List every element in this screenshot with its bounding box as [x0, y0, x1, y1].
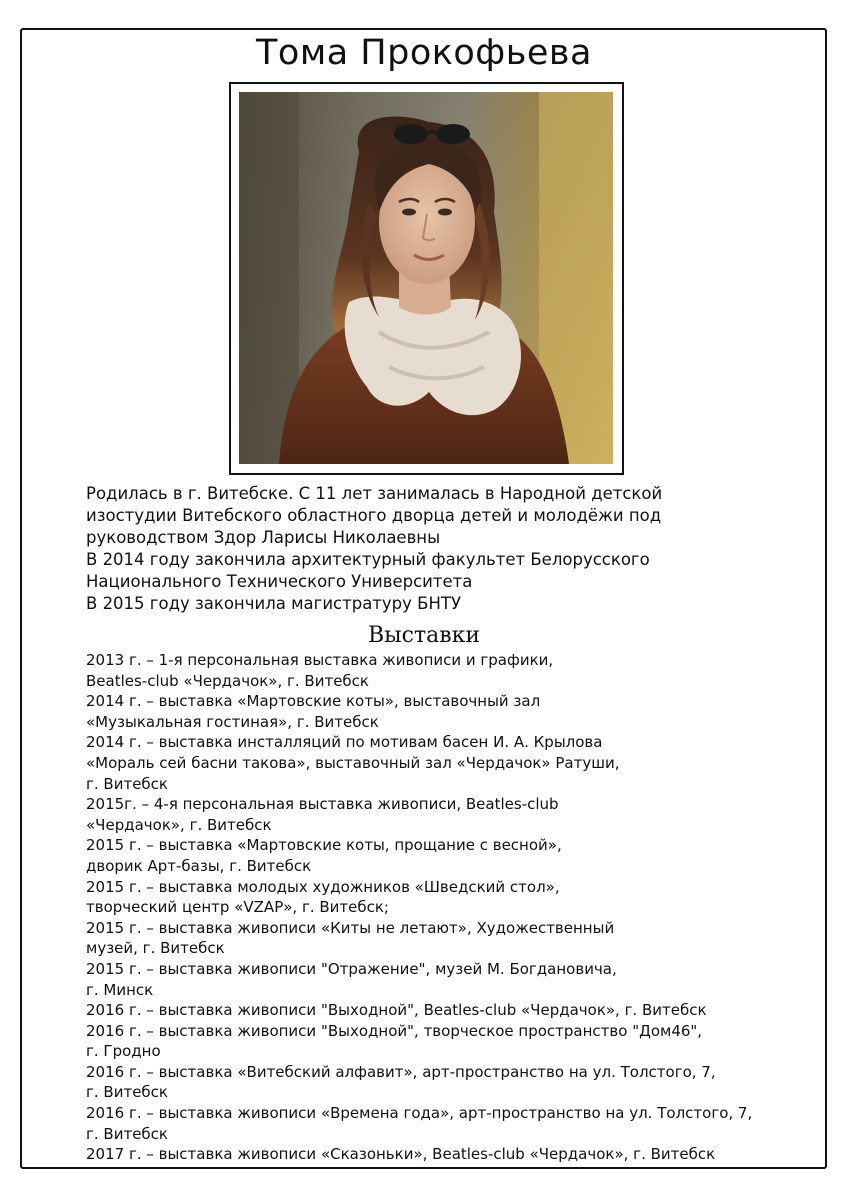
- portrait-photo: [239, 92, 613, 464]
- exhibition-line: 2017 г. – выставка живописи «Сказоньки», Beatles-club «Чердачок», г. Витебск: [86, 1145, 716, 1164]
- exhibition-line: 2016 г. – выставка живописи "Выходной", творческое пространство "Дом46",: [86, 1021, 703, 1040]
- exhibition-line: г. Витебск: [86, 1083, 168, 1102]
- exhibition-line: «Чердачок», г. Витебск: [86, 815, 272, 834]
- exhibition-line: 2013 г. – 1-я персональная выставка живописи и графики,: [86, 651, 554, 669]
- exhibition-line: г. Гродно: [86, 1042, 161, 1061]
- exhibition-line: г. Минск: [86, 980, 154, 999]
- exhibition-line: 2015 г. – выставка «Мартовские коты, прощание с весной»,: [86, 836, 562, 855]
- exhibition-line: творческий центр «VZAP», г. Витебск;: [86, 898, 389, 917]
- exhibitions-heading: Выставки: [367, 623, 481, 648]
- exhibition-line: 2014 г. – выставка инсталляций по мотивам басен И. А. Крылова: [86, 733, 603, 752]
- exhibition-line: «Музыкальная гостиная», г. Витебск: [86, 712, 379, 731]
- exhibition-line: музей, г. Витебск: [86, 939, 225, 958]
- bio-line: В 2014 году закончила архитектурный факультет Белорусского: [86, 550, 650, 569]
- bio-line: Родилась в г. Витебске. С 11 лет занималась в Народной детской: [86, 484, 663, 503]
- exhibition-line: Beatles-club «Чердачок», г. Витебск: [86, 671, 369, 690]
- page-title: Тома Прокофьева: [256, 33, 592, 73]
- exhibition-line: 2016 г. – выставка «Витебский алфавит», арт-пространство на ул. Толстого, 7,: [86, 1062, 716, 1081]
- exhibition-line: г. Витебск: [86, 1124, 168, 1143]
- exhibition-line: 2015г. – 4-я персональная выставка живописи, Beatles-club: [86, 795, 559, 814]
- exhibition-line: 2014 г. – выставка «Мартовские коты», выставочный зал: [86, 692, 541, 711]
- exhibition-line: 2015 г. – выставка молодых художников «Шведский стол»,: [86, 877, 560, 896]
- exhibition-line: дворик Арт-базы, г. Витебск: [86, 856, 312, 875]
- bio-line: Национального Технического Университета: [86, 572, 473, 591]
- exhibition-line: 2016 г. – выставка живописи "Выходной", Beatles-club «Чердачок», г. Витебск: [86, 1001, 707, 1020]
- exhibition-line: 2016 г. – выставка живописи «Времена года», арт-пространство на ул. Толстого, 7,: [86, 1104, 753, 1123]
- exhibition-line: 2015 г. – выставка живописи «Киты не летают», Художественный: [86, 918, 615, 937]
- exhibition-line: «Мораль сей басни такова», выставочный зал «Чердачок» Ратуши,: [86, 753, 620, 772]
- bio-line: изостудии Витебского областного дворца детей и молодёжи под: [86, 506, 662, 525]
- bio-line: В 2015 году закончила магистратуру БНТУ: [86, 594, 462, 613]
- exhibitions-list: [86, 650, 816, 1165]
- exhibition-line: 2015 г. – выставка живописи "Отражение", музей М. Богдановича,: [86, 959, 617, 978]
- biography: [86, 483, 786, 615]
- exhibition-line: г. Витебск: [86, 774, 168, 793]
- bio-line: руководством Здор Ларисы Николаевны: [86, 528, 441, 547]
